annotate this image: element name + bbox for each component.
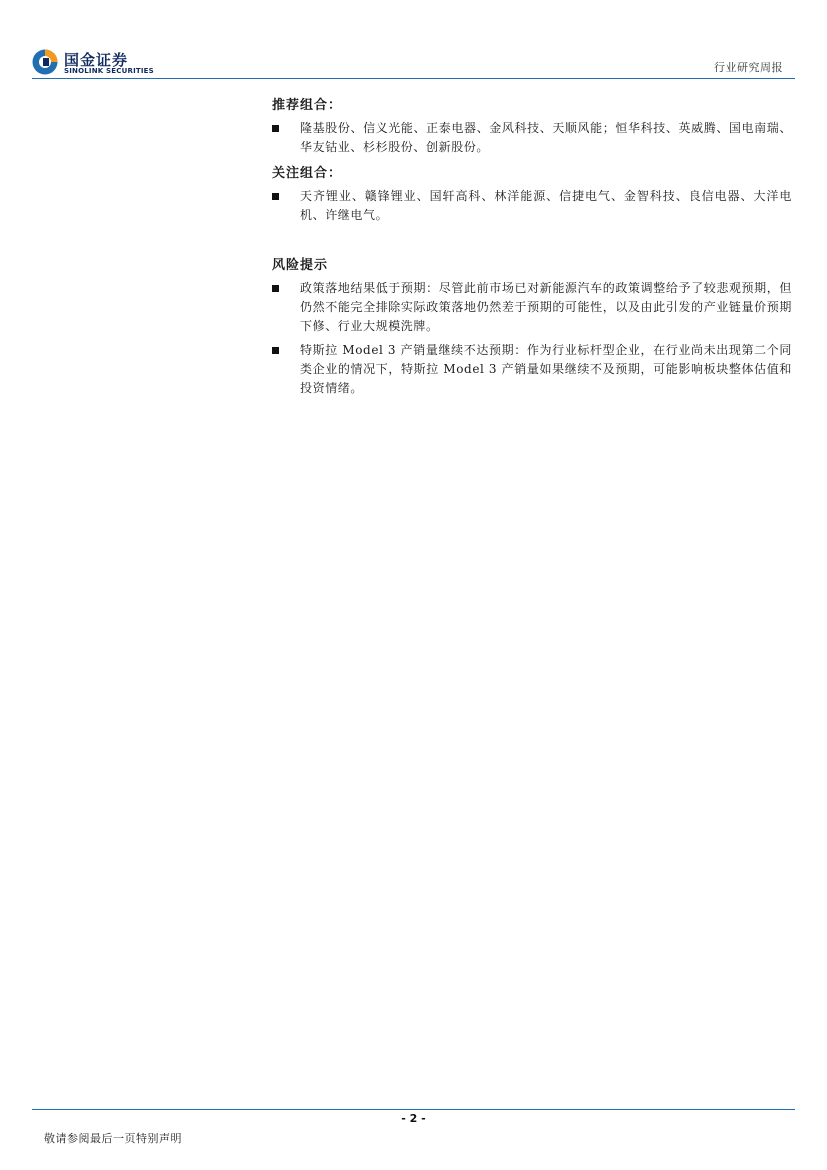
watch-item-text: 天齐锂业、赣锋锂业、国轩高科、林洋能源、信捷电气、金智科技、良信电器、大洋电机、许继电气。 <box>300 189 792 222</box>
disclaimer-note: 敬请参阅最后一页特别声明 <box>44 1132 182 1145</box>
footer-divider <box>32 1109 795 1110</box>
risk-item-text: 特斯拉 Model 3 产销量继续不达预期：作为行业标杆型企业，在行业尚未出现第二个同类企业的情况下，特斯拉 Model 3 产销量如果继续不及预期，可能影响板块整体估值和投资情绪。 <box>300 343 792 395</box>
recommend-item-text: 隆基股份、信义光能、正泰电器、金风科技、天顺风能；恒华科技、英威腾、国电南瑞、华友钴业、杉杉股份、创新股份。 <box>300 121 792 154</box>
report-type-label: 行业研究周报 <box>714 61 783 74</box>
logo-english-name: SINOLINK SECURITIES <box>64 67 154 75</box>
report-body <box>272 96 792 403</box>
bullet-square-icon <box>272 193 279 200</box>
sinolink-logo-icon <box>32 49 58 75</box>
bullet-square-icon <box>272 347 279 354</box>
company-logo <box>32 48 162 78</box>
watch-list-item <box>272 187 792 225</box>
logo-chinese-name: 国金证券 <box>64 51 129 69</box>
risk-list-item <box>272 341 792 398</box>
recommend-heading: 推荐组合： <box>272 98 343 113</box>
risk-item-text: 政策落地结果低于预期：尽管此前市场已对新能源汽车的政策调整给予了较悲观预期，但仍然不能完全排除实际政策落地仍然差于预期的可能性，以及由此引发的产业链量价预期下修、行业大规模洗牌。 <box>300 281 792 333</box>
recommend-list-item <box>272 119 792 157</box>
page-number: - 2 - <box>401 1112 426 1125</box>
watch-heading: 关注组合： <box>272 166 343 181</box>
bullet-square-icon <box>272 125 279 132</box>
header-divider <box>32 78 795 79</box>
risk-heading: 风险提示 <box>272 258 329 273</box>
bullet-square-icon <box>272 285 279 292</box>
risk-list-item <box>272 279 792 336</box>
